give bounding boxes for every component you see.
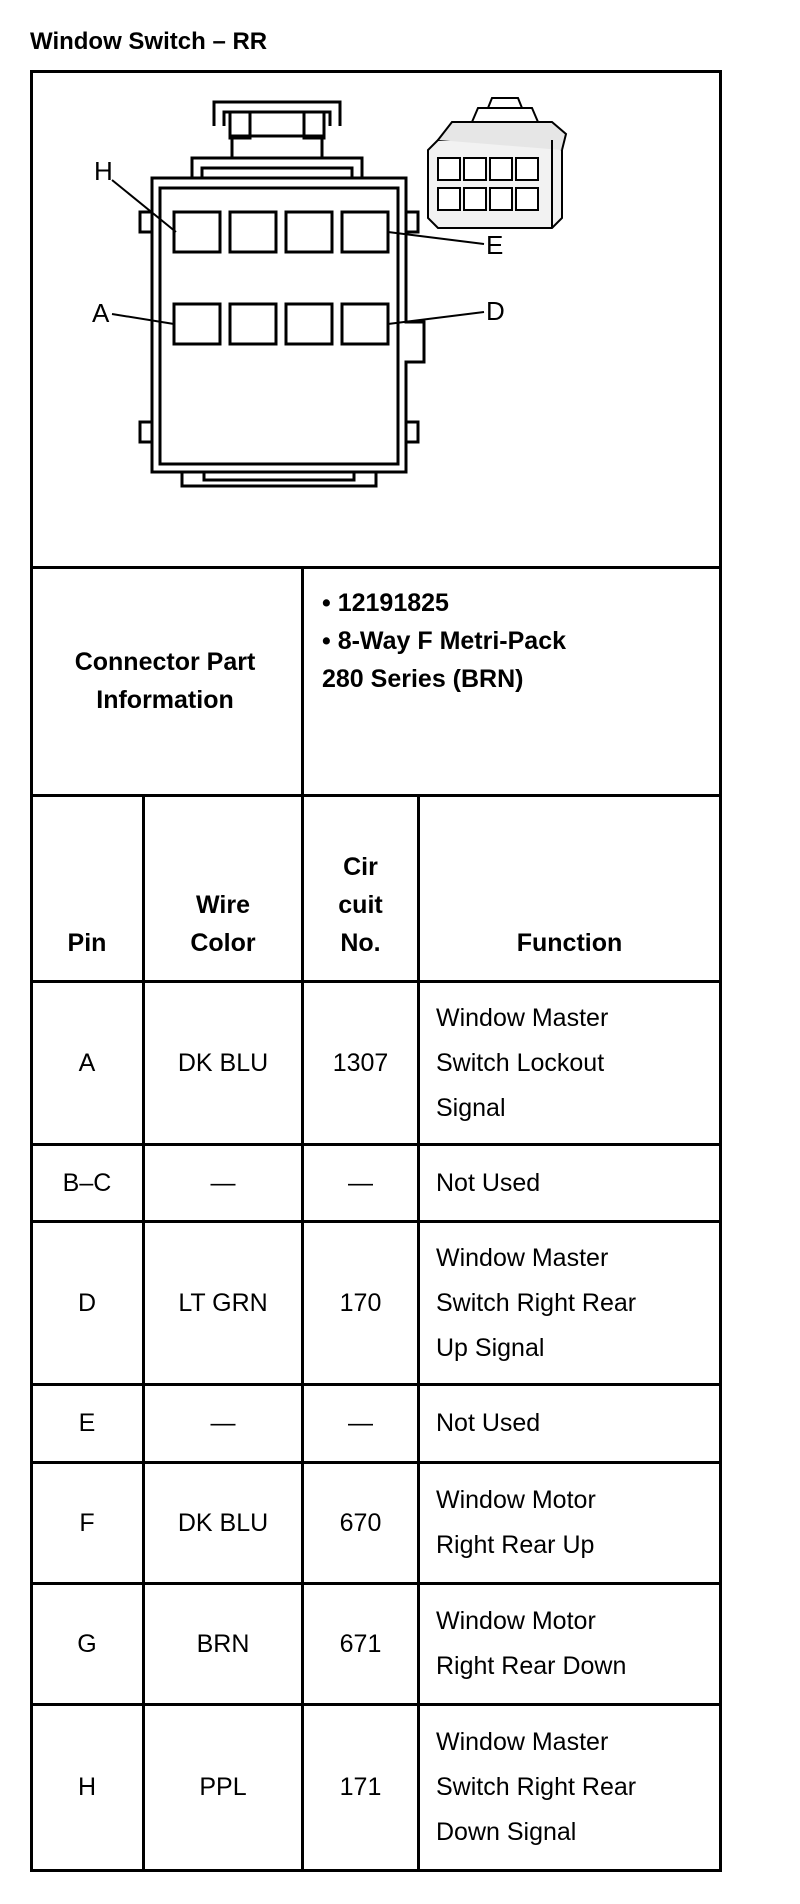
cell-pin: E [78,1409,96,1437]
header-wire-color: Wire Color [190,891,256,957]
connector-info-label [32,568,298,794]
part-number: • 12191825 [322,589,449,617]
cell-wire: DK BLU [177,1508,269,1537]
cell-wire: LT GRN [178,1288,268,1317]
function-line: Down Signal [436,1818,577,1846]
cell-wire: BRN [196,1629,250,1658]
header-circuit-no: Cir cuit No. [338,853,383,957]
pin-label-e: E [486,230,504,260]
cell-wire: — [210,1409,236,1437]
connector-info-label-line2: Information [96,686,234,714]
cell-pin: F [79,1508,95,1537]
function-line: Up Signal [436,1333,545,1362]
function-line: Window Master [436,1728,609,1756]
page-title: Window Switch – RR [30,28,268,55]
cell-circuit: 1307 [332,1048,389,1077]
cell-function [436,1146,716,1220]
function-line: Signal [436,1093,506,1122]
function-line: Not Used [436,1409,541,1437]
cell-circuit: 670 [339,1508,382,1537]
connector-series: 280 Series (BRN) [322,665,524,693]
header-function: Function [516,929,623,957]
cell-circuit: 171 [339,1773,382,1801]
cell-pin: G [77,1629,97,1658]
function-line: Right Rear Up [436,1531,595,1559]
function-line: Switch Lockout [436,1048,605,1077]
cell-circuit: — [348,1409,373,1437]
cell-function [436,1464,716,1582]
function-line: Switch Right Rear [436,1773,637,1801]
header-pin: Pin [67,929,107,957]
function-line: Not Used [436,1168,541,1197]
connector-info-value [322,584,712,698]
cell-circuit: — [348,1168,373,1197]
function-line: Switch Right Rear [436,1288,637,1317]
cell-wire: DK BLU [177,1048,269,1077]
cell-function [436,1585,716,1703]
cell-function [436,983,716,1143]
connector-info-label-line1: Connector Part [74,648,256,676]
function-line: Window Master [436,1243,609,1272]
cell-function [436,1223,716,1383]
cell-circuit: 170 [339,1288,382,1317]
pin-label-d: D [486,296,505,326]
function-line: Window Motor [436,1607,596,1635]
function-line: Right Rear Down [436,1652,627,1680]
cell-circuit: 671 [339,1629,382,1658]
connector-type: • 8-Way F Metri-Pack [322,627,567,655]
pin-label-a: A [92,298,110,328]
function-line: Window Master [436,1003,609,1032]
cell-wire: PPL [199,1773,247,1801]
pin-label-h: H [94,156,113,186]
function-line: Window Motor [436,1486,596,1514]
cell-pin: B–C [62,1168,112,1197]
cell-function [436,1706,716,1869]
cell-wire: — [210,1168,236,1197]
cell-pin: H [77,1773,97,1801]
cell-pin: D [77,1288,97,1317]
cell-function [436,1386,716,1461]
connector-diagram [32,72,720,568]
cell-pin: A [78,1048,96,1077]
